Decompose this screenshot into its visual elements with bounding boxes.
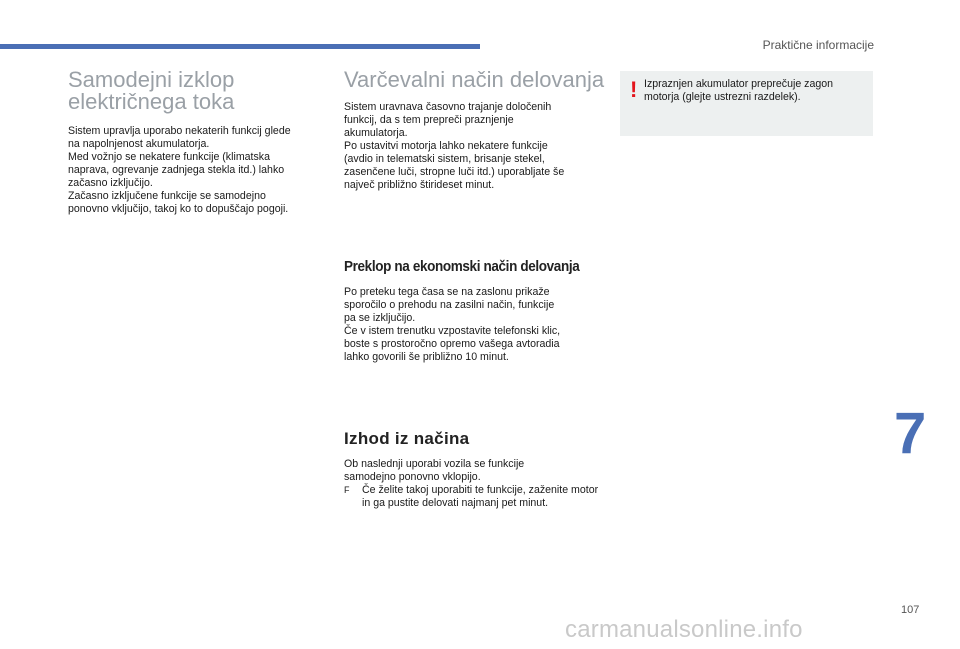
chapter-title: Praktične informacije [762, 38, 874, 52]
warning-box [620, 71, 873, 136]
section-title-auto-shutoff: Samodejni izklop električnega toka [68, 67, 235, 114]
section-title-economy-mode: Varčevalni način delovanja [344, 67, 605, 92]
subsection-title-switch-economy: Preklop na ekonomski način delovanja [344, 258, 580, 275]
bullet-arrow-icon: F [344, 485, 350, 495]
subsection-title-exit-mode: Izhod iz načina [344, 429, 470, 448]
warning-text: Izpraznjen akumulator preprečuje zagon motorja (glejte ustrezni razdelek). [644, 78, 834, 103]
economy-mode-body: Sistem uravnava časovno trajanje določenih funkcij, da s tem prepreči praznjenje akumulatorja. Po ustavitvi motorja lahko nekatere funkcije (avdio in telematski sistem, brisanje stekel, zasenčene luči, stropne luči itd.) uporabljate še največ približno štirideset minut. [344, 101, 565, 191]
list-item [344, 484, 606, 510]
warning-exclamation-icon: ! [630, 77, 638, 102]
switch-economy-body: Po preteku tega časa se na zaslonu prikaže sporočilo o prehodu na zasilni način, funkcije pa se izključijo. Če v istem trenutku vzpostavite telefonski klic, boste s prostoročno opremo vašega avtoradia lahko govorili še približno 10 minut. [344, 286, 561, 363]
auto-shutoff-body: Sistem upravlja uporabo nekaterih funkcij glede na napolnjenost akumulatorja. Med vožnjo se nekatere funkcije (klimatska naprava, ogrevanje zadnjega stekla itd.) lahko začasno izključijo. Začasno izključene funkcije se samodejno ponovno vključijo, takoj ko to dopuščajo pogoji. [68, 125, 291, 215]
page-number: 107 [901, 604, 920, 616]
chapter-number: 7 [894, 401, 927, 466]
exit-mode-body: Ob naslednji uporabi vozila se funkcije samodejno ponovno vklopijo. [344, 458, 525, 483]
header-accent-bar [0, 44, 480, 49]
watermark: carmanualsonline.info [565, 616, 803, 643]
exit-mode-bullet-text: Če želite takoj uporabiti te funkcije, zaženite motor in ga pustite delovati najmanj pet minut. [362, 484, 599, 509]
